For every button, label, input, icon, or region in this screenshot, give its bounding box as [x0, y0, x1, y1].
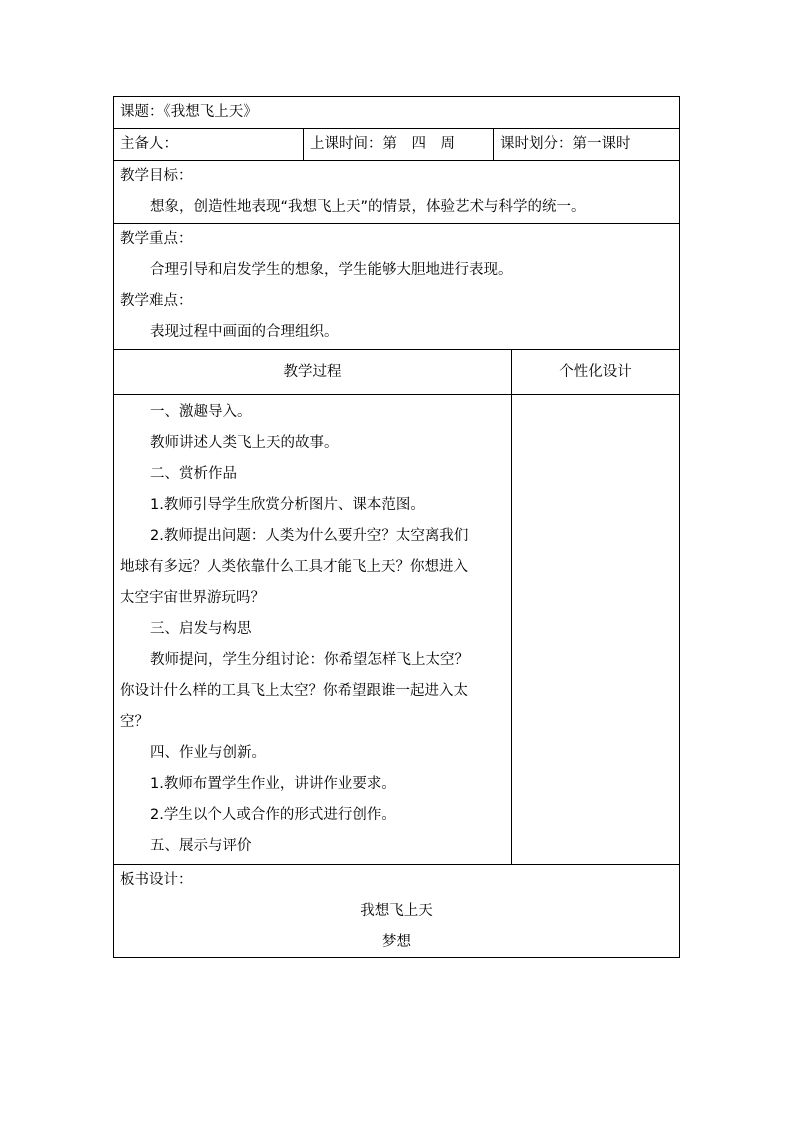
board-title: 我想飞上天	[360, 903, 433, 919]
period-cell	[494, 129, 679, 160]
meta-row	[114, 129, 679, 161]
objective-text: 想象，创造性地表现“我想飞上天”的情景，体验艺术与科学的统一。	[150, 199, 586, 215]
objective-label: 教学目标：	[120, 168, 193, 184]
board-subtitle: 梦想	[382, 934, 411, 950]
process-line: 地球有多远？人类依靠什么工具才能飞上天？你想进入	[120, 559, 468, 575]
class-time-cell	[304, 129, 494, 160]
period: 课时划分：第一课时	[500, 136, 631, 152]
preparer-label: 主备人：	[120, 136, 178, 152]
process-line: 一、激趣导入。	[150, 404, 252, 420]
process-line: 二、赏析作品	[150, 466, 237, 482]
process-line: 2.学生以个人或合作的形式进行创作。	[150, 807, 396, 823]
process-line: 空？	[120, 714, 149, 730]
process-line: 太空宇宙世界游玩吗？	[120, 590, 265, 606]
process-line: 五、展示与评价	[150, 838, 252, 854]
preparer-cell	[114, 129, 304, 160]
objective-row	[114, 161, 679, 224]
process-line: 1.教师引导学生欣赏分析图片、课本范图。	[150, 497, 425, 513]
class-time: 上课时间：第 四 周	[310, 136, 455, 152]
process-line: 教师提问，学生分组讨论：你希望怎样飞上太空？	[150, 652, 469, 668]
process-line: 四、作业与创新。	[150, 745, 266, 761]
personal-design-header: 个性化设计	[559, 364, 632, 380]
process-line: 1.教师布置学生作业，讲讲作业要求。	[150, 776, 396, 792]
process-header: 教学过程	[114, 350, 512, 394]
process-line: 你设计什么样的工具飞上太空？你希望跟谁一起进入太	[120, 683, 468, 699]
key-difficulty-row	[114, 224, 679, 350]
column-header-row	[114, 350, 679, 395]
board-row	[114, 865, 679, 957]
key-text: 合理引导和启发学生的想象，学生能够大胆地进行表现。	[150, 262, 513, 278]
process-row	[114, 395, 679, 865]
process-cell	[114, 395, 512, 864]
lesson-topic: 课题：《我想飞上天》	[120, 104, 258, 120]
topic-row	[114, 97, 679, 129]
difficulty-text: 表现过程中画面的合理组织。	[150, 324, 339, 340]
process-line: 三、启发与构思	[150, 621, 252, 637]
difficulty-label: 教学难点：	[120, 293, 193, 309]
key-label: 教学重点：	[120, 231, 193, 247]
board-label: 板书设计：	[120, 872, 193, 888]
process-line: 2.教师提出问题：人类为什么要升空？太空离我们	[150, 528, 469, 544]
lesson-plan-table	[113, 96, 680, 958]
process-line: 教师讲述人类飞上天的故事。	[150, 435, 339, 451]
personal-design-cell	[512, 395, 679, 864]
